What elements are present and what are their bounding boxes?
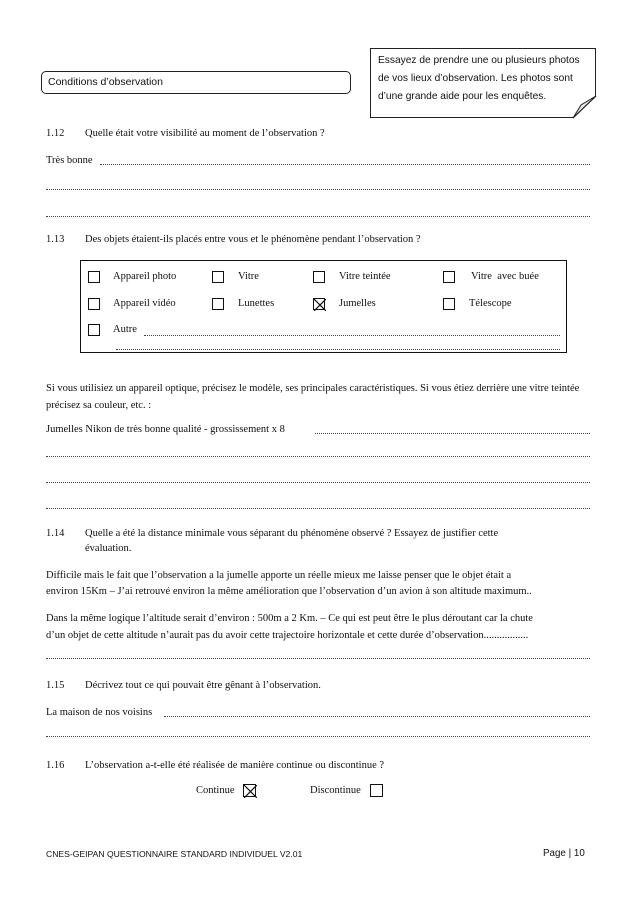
dotted-line bbox=[315, 424, 590, 434]
page-number: Page | 10 bbox=[543, 848, 585, 859]
checkbox-vitre[interactable] bbox=[212, 271, 224, 283]
question-text: L’observation a-t-elle été réalisée de manière continue ou discontinue ? bbox=[85, 760, 385, 771]
autre-dotted-line[interactable] bbox=[144, 326, 560, 336]
checkbox-appareil-video[interactable] bbox=[88, 298, 100, 310]
photo-note-line: de vos lieux d’observation. Les photos sont bbox=[378, 73, 573, 84]
dotted-line[interactable] bbox=[46, 657, 590, 659]
answer-line: Difficile mais le fait que l’observation a la jumelle apporte un réelle mieux me laisse penser que le objet était a bbox=[46, 570, 512, 581]
checked-x-icon bbox=[314, 299, 326, 311]
dotted-line[interactable] bbox=[46, 455, 590, 457]
footer-title: CNES-GEIPAN QUESTIONNAIRE STANDARD INDIVIDUEL V2.01 bbox=[46, 849, 303, 859]
photo-note-callout bbox=[370, 48, 596, 118]
photo-note-line: Essayez de prendre une ou plusieurs photos bbox=[378, 55, 580, 66]
option-label: Appareil photo bbox=[113, 271, 177, 282]
question-number: 1.15 bbox=[46, 680, 65, 691]
answer-text: Très bonne bbox=[46, 155, 93, 166]
answer-paragraph-1 bbox=[46, 568, 591, 600]
question-text: Décrivez tout ce qui pouvait être gênant à l’observation. bbox=[85, 680, 321, 691]
question-text: Des objets étaient-ils placés entre vous et le phénomène pendant l’observation ? bbox=[85, 234, 421, 245]
question-number: 1.12 bbox=[46, 128, 65, 139]
photo-note-line: d’une grande aide pour les enquêtes. bbox=[378, 91, 547, 102]
autre-dotted-line[interactable] bbox=[116, 340, 560, 350]
option-label: Vitre bbox=[238, 271, 259, 282]
checkbox-vitre-buee[interactable] bbox=[443, 271, 455, 283]
checkbox-appareil-photo[interactable] bbox=[88, 271, 100, 283]
option-label: Lunettes bbox=[238, 298, 275, 309]
photo-note-box bbox=[370, 48, 596, 118]
optical-prompt: Si vous utilisiez un appareil optique, précisez le modèle, ses principales caractéristiques. Si vous étiez derrière une vitre teintée précisez sa couleur, etc. : bbox=[46, 383, 580, 411]
section-title: Conditions d’observation bbox=[48, 76, 163, 88]
checkbox-continue[interactable] bbox=[243, 784, 256, 797]
answer-paragraph-2 bbox=[46, 610, 591, 644]
question-number: 1.16 bbox=[46, 760, 65, 771]
checkbox-autre[interactable] bbox=[88, 324, 100, 336]
question-1-14 bbox=[46, 528, 591, 562]
answer-line bbox=[46, 627, 591, 644]
answer-text: La maison de nos voisins bbox=[46, 707, 153, 718]
answer-line: environ 15Km – J’ai retrouvé environ la même amélioration que l’observation d’un avion à son altitude maximum.. bbox=[46, 586, 532, 597]
option-label: Discontinue bbox=[310, 785, 361, 796]
dotted-line bbox=[164, 707, 590, 717]
dotted-line[interactable] bbox=[46, 188, 590, 190]
dotted-line[interactable] bbox=[46, 481, 590, 483]
question-number: 1.13 bbox=[46, 234, 65, 245]
option-label: Télescope bbox=[469, 298, 512, 309]
question-text: Quelle a été la distance minimale vous séparant du phénomène observé ? Essayez de justifier cette bbox=[85, 528, 499, 539]
section-title-box bbox=[41, 71, 351, 94]
answer-text: Jumelles Nikon de très bonne qualité - grossissement x 8 bbox=[46, 424, 285, 435]
page-fold-icon bbox=[573, 96, 597, 120]
option-label: Autre bbox=[113, 324, 137, 335]
question-number: 1.14 bbox=[46, 528, 65, 539]
checkbox-telescope[interactable] bbox=[443, 298, 455, 310]
option-label: Vitre avec buée bbox=[471, 271, 539, 282]
option-label: Appareil vidéo bbox=[113, 298, 176, 309]
dotted-line bbox=[100, 155, 590, 165]
checkbox-vitre-teintee[interactable] bbox=[313, 271, 325, 283]
checked-x-icon bbox=[244, 785, 257, 798]
option-label: Jumelles bbox=[339, 298, 376, 309]
option-label: Continue bbox=[196, 785, 235, 796]
checkbox-discontinue[interactable] bbox=[370, 784, 383, 797]
question-text: Quelle était votre visibilité au moment de l’observation ? bbox=[85, 128, 325, 139]
dotted-line[interactable] bbox=[46, 215, 590, 217]
dotted-line[interactable] bbox=[46, 735, 590, 737]
checkbox-jumelles[interactable] bbox=[313, 298, 325, 310]
dotted-line[interactable] bbox=[46, 507, 590, 509]
checkbox-lunettes[interactable] bbox=[212, 298, 224, 310]
answer-line-text: d’un objet de cette altitude n’aurait pas du avoir cette trajectoire horizontale et cette durée d’observation. bbox=[46, 630, 487, 641]
question-text: évaluation. bbox=[85, 543, 132, 554]
option-label: Vitre teintée bbox=[339, 271, 391, 282]
answer-line-dots: ................ bbox=[486, 630, 529, 641]
answer-line: Dans la même logique l’altitude serait d’environ : 500m a 2 Km. – Ce qui est peut être le plus déroutant car la chute bbox=[46, 613, 533, 624]
